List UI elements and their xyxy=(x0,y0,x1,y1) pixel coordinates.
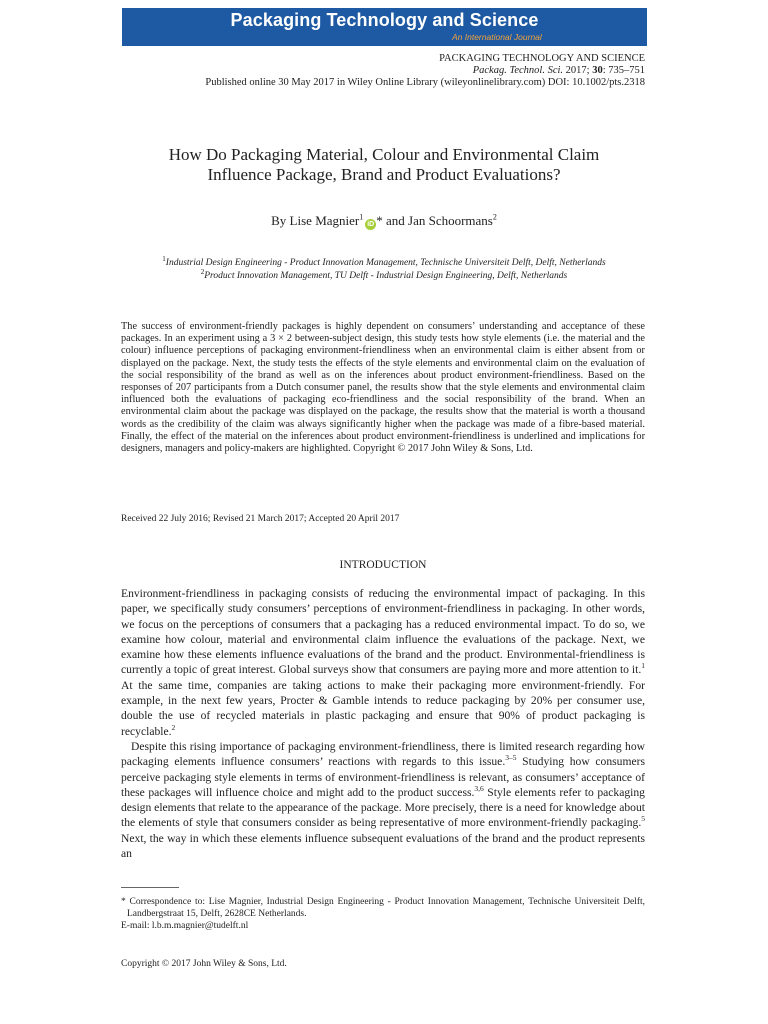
introduction-body xyxy=(121,586,645,861)
reference-marker[interactable]: 5 xyxy=(641,814,645,824)
citation-abbrev: Packag. Technol. Sci. xyxy=(472,65,564,76)
author-prefix: By Lise Magnier xyxy=(271,213,360,228)
footnote-body xyxy=(121,896,645,920)
reference-marker[interactable]: 2 xyxy=(171,722,176,732)
affiliation-1-text: Industrial Design Engineering - Product Innovation Management, Technische Universiteit Delft, Delft, Netherlands xyxy=(165,258,606,268)
publication-doi-line: Published online 30 May 2017 in Wiley Online Library (wileyonlinelibrary.com) DOI: 10.1002/pts.2318 xyxy=(205,77,645,88)
affiliations xyxy=(100,254,668,282)
journal-subtitle: An International Journal xyxy=(452,32,542,42)
footnote-email[interactable]: E-mail: l.b.m.magnier@tudelft.nl xyxy=(121,921,249,931)
journal-title: Packaging Technology and Science xyxy=(230,10,539,30)
affiliation-1-marker: 1 xyxy=(162,254,166,263)
citation-year: 2017; xyxy=(563,65,593,76)
orcid-icon[interactable]: iD xyxy=(367,221,375,228)
page-footer-copyright: Copyright © 2017 John Wiley & Sons, Ltd. xyxy=(121,959,287,969)
author-line xyxy=(100,212,668,230)
citation-pages: : 735–751 xyxy=(602,65,645,76)
footnote-text: Correspondence to: Lise Magnier, Industrial Design Engineering - Product Innovation Management, Technische Universiteit Delft, Landbergstraat 15, Delft, 2628CE Netherlands. xyxy=(127,897,645,919)
paragraph-text: Environment-friendliness in packaging consists of reducing the environmental impact of packaging. In this paper, we specifically study consumers’ perceptions of environment-friendliness in packaging. In other words, we focus on the perceptions of consumers that a packaging has a reduced environmental impact. To do so, we examine how colour, material and environmental claim influence the evaluations of the package. Next, we examine how these elements influence evaluations of the brand and the product. Environmental-friendliness is currently a topic of great interest. Global surveys show that consumers are paying more and more attention to it. xyxy=(121,587,645,677)
footnote-marker: * xyxy=(121,897,126,907)
paragraph-text: Despite this rising importance of packaging environment-friendliness, there is limited research regarding how packaging elements influence consumers’ reactions with regards to this issue. xyxy=(121,739,645,769)
affiliation-2-text: Product Innovation Management, TU Delft - Industrial Design Engineering, Delft, Netherlands xyxy=(204,270,568,281)
reference-marker[interactable]: 1 xyxy=(641,661,645,671)
citation-line xyxy=(205,65,645,77)
article-title-line2: Influence Package, Brand and Product Evaluations? xyxy=(207,165,561,184)
reference-marker[interactable]: 3–5 xyxy=(505,753,517,763)
paragraph xyxy=(121,586,645,739)
citation-volume: 30 xyxy=(592,65,603,76)
affiliation-2-marker: 2 xyxy=(200,267,205,276)
journal-name-caps: PACKAGING TECHNOLOGY AND SCIENCE xyxy=(439,53,645,64)
paragraph xyxy=(121,739,645,861)
author1-affil-marker: 1 xyxy=(359,212,364,222)
affiliation-2 xyxy=(100,267,668,283)
reference-marker[interactable]: 3,6 xyxy=(474,784,484,793)
journal-banner xyxy=(122,8,647,46)
publication-info xyxy=(205,53,645,89)
paragraph-text: Studying how consumers perceive packaging style elements in terms of environment-friendliness is relevant, as consumers’ acceptance of these packages will influence choice and might add to the product success. xyxy=(121,755,645,799)
footnote-divider xyxy=(121,887,179,888)
author-mid: * and Jan Schoormans xyxy=(376,213,493,228)
section-heading: INTRODUCTION xyxy=(339,559,427,571)
article-title xyxy=(100,145,668,185)
author2-affil-marker: 2 xyxy=(492,212,497,222)
correspondence-footnote xyxy=(121,896,645,932)
paragraph-text: Style elements refer to packaging design elements that relate to the appearance of the package. More precisely, there is a need for knowledge about the elements of style that consumers consider as being representative of more environment-friendly packaging. xyxy=(121,785,645,830)
affiliation-1 xyxy=(100,254,668,270)
abstract: The success of environment-friendly packages is highly dependent on consumers’ understanding and acceptance of these packages. In an experiment using a 3 × 2 between-subject design, this study tests how style elements (i.e. the material and the colour) influence perceptions of packaging environment-friendliness when an environmental claim is either absent from or displayed on the package. Next, the study tests the effects of the style elements and environmental claim on the evaluation of the social responsibility of the brand as well as on the inferences about product environment-friendliness. Based on the responses of 207 participants from a Dutch consumer panel, the results show that the style elements and environmental claim influenced both the evaluations of packaging eco-friendliness and the social responsibility of the brand. When an environmental claim about the package was displayed on the package, the results show that the material is worth a thousand words as the credibility of the claim was always significantly higher when the package was made of a fibre-based material. Finally, the effect of the material on the inferences about product environment-friendliness is underlined and implications for designers, managers and policy-makers are highlighted. Copyright © 2017 John Wiley & Sons, Ltd. xyxy=(121,321,645,455)
paragraph-text: At the same time, companies are taking actions to make their packaging more environment-friendly. For example, in the next few years, Procter & Gamble intends to reduce packaging by 20% per consumer use, double the use of recycled materials in plastic packaging and ensure that 90% of product packaging is recyclable. xyxy=(121,678,645,738)
article-title-line1: How Do Packaging Material, Colour and Environmental Claim xyxy=(168,145,600,164)
received-dates: Received 22 July 2016; Revised 21 March 2017; Accepted 20 April 2017 xyxy=(121,514,400,524)
paragraph-text: Next, the way in which these elements influence subsequent evaluations of the brand and the product represents an xyxy=(121,831,645,861)
